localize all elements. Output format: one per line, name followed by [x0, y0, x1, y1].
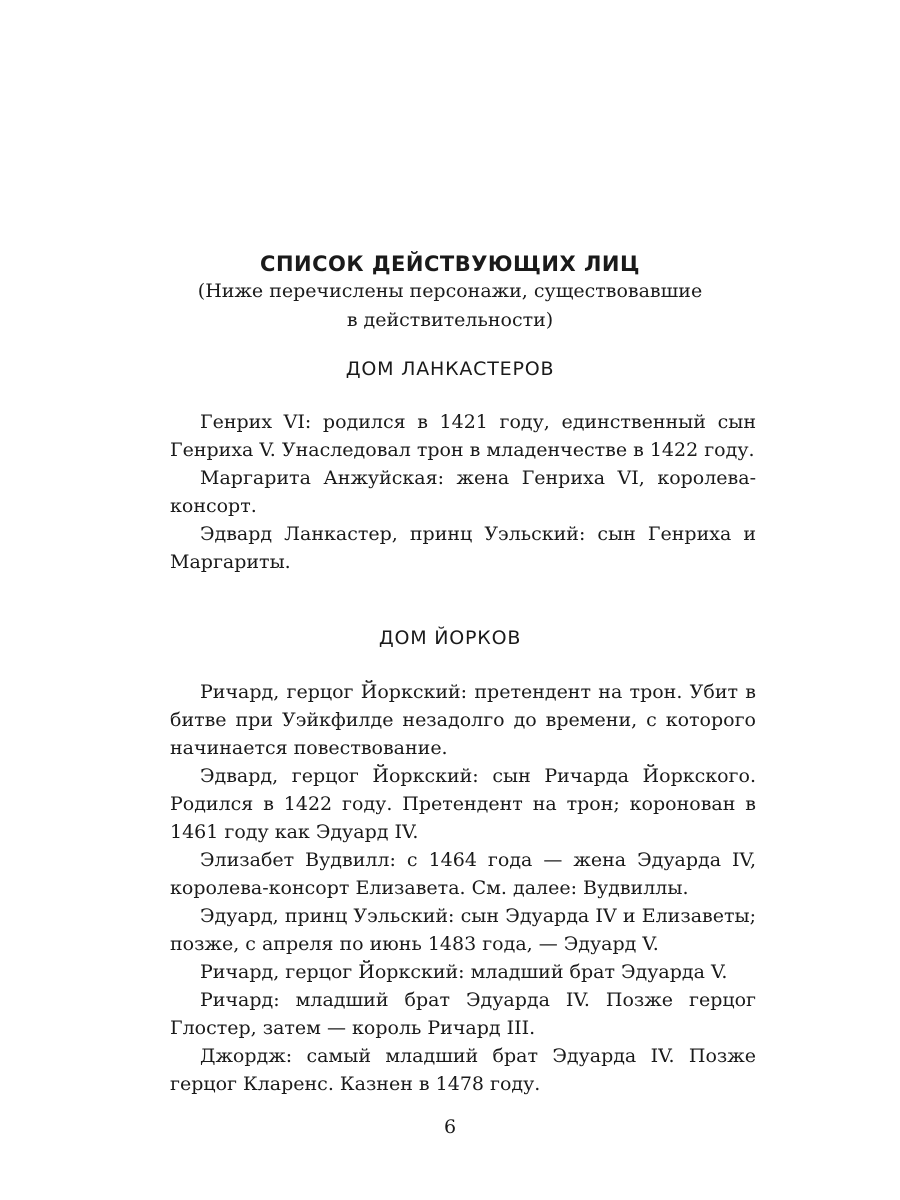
- page-title: СПИСОК ДЕЙСТВУЮЩИХ ЛИЦ: [260, 252, 640, 276]
- character-entry: Ричард: младший брат Эдуарда IV. Позже герцог Глостер, затем — король Ричард III.: [170, 989, 756, 1039]
- character-entry: Элизабет Вудвилл: с 1464 года — жена Эдуарда IV, королева-консорт Елизавета. См. далее: Вудвиллы.: [170, 849, 756, 899]
- character-entry: Ричард, герцог Йоркский: младший брат Эдуарда V.: [200, 961, 728, 983]
- character-entry: Ричард, герцог Йоркский: претендент на трон. Убит в битве при Уэйкфилде незадолго до времени, с которого начинается повествование.: [170, 681, 756, 759]
- subtitle-line-2: в действительности): [346, 309, 554, 331]
- character-entry: Эдвард, герцог Йоркский: сын Ричарда Йоркского. Родился в 1422 году. Претендент на трон; коронован в 1461 году как Эдуард IV.: [170, 765, 756, 843]
- section-heading-york: ДОМ ЙОРКОВ: [378, 627, 522, 649]
- page-subtitle: [0, 277, 900, 335]
- character-entry: Джордж: самый младший брат Эдуарда IV. Позже герцог Кларенс. Казнен в 1478 году.: [170, 1045, 756, 1095]
- character-entry: Генрих VI: родился в 1421 году, единственный сын Генриха V. Унаследовал трон в младенчестве в 1422 году.: [170, 411, 756, 461]
- subtitle-line-1: (Ниже перечислены персонажи, существовавшие: [197, 280, 703, 302]
- character-entry: Маргарита Анжуйская: жена Генриха VI, королева-консорт.: [170, 467, 756, 517]
- lancaster-character-list: [170, 408, 756, 576]
- character-entry: Эдвард Ланкастер, принц Уэльский: сын Генриха и Маргариты.: [170, 523, 756, 573]
- page-number: 6: [443, 1116, 457, 1138]
- york-character-list: [170, 678, 756, 1098]
- section-heading-lancaster: ДОМ ЛАНКАСТЕРОВ: [345, 358, 555, 380]
- character-entry: Эдуард, принц Уэльский: сын Эдуарда IV и Елизаветы; позже, с апреля по июнь 1483 года, — Эдуард V.: [170, 905, 756, 955]
